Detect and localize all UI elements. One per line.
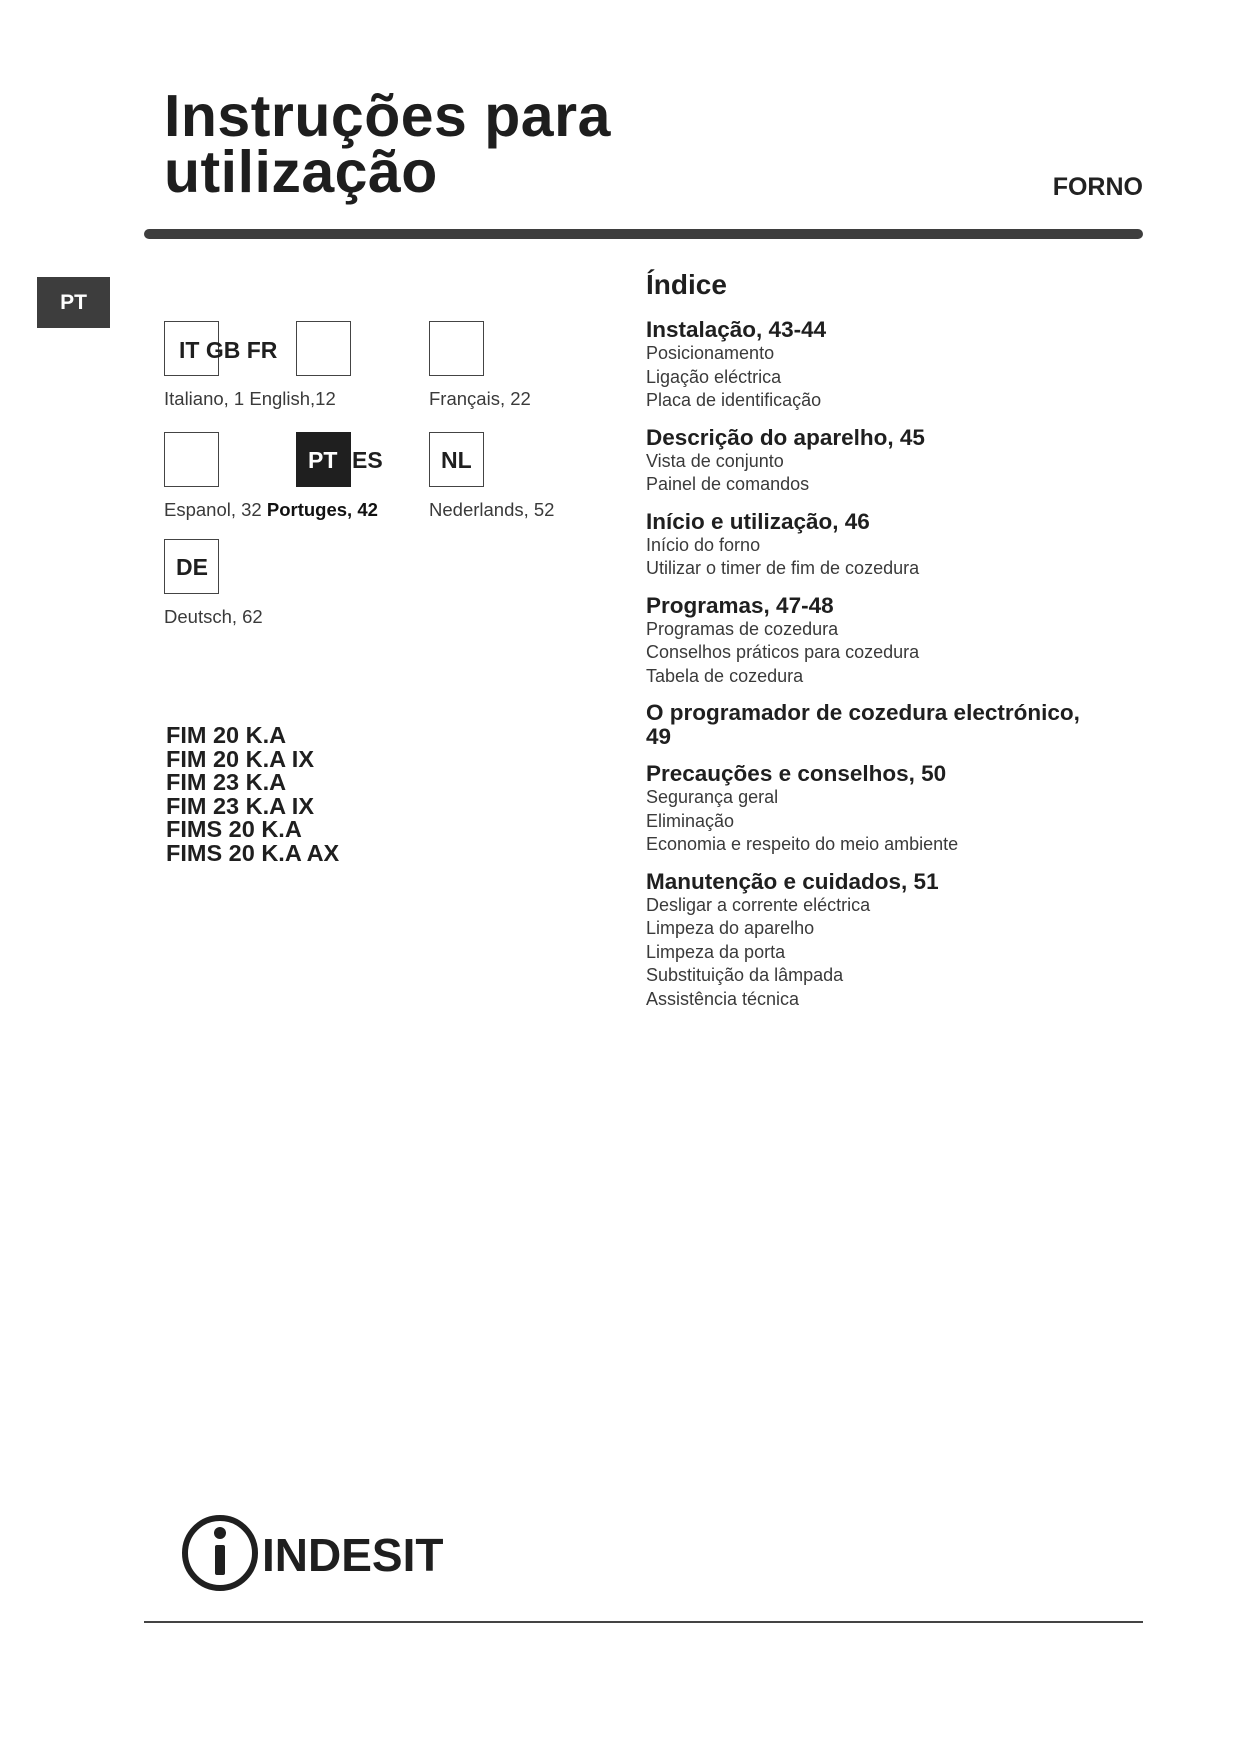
toc-heading: Início e utilização, 46 [646, 508, 870, 534]
logo-wordmark: INDESIT [262, 1529, 444, 1581]
toc-item: Posicionamento [646, 343, 775, 363]
lang-box-es [164, 432, 219, 487]
toc-item: Vista de conjunto [646, 450, 784, 471]
footer-divider [144, 1621, 1143, 1623]
language-label-nl: Nederlands, 52 [429, 499, 555, 520]
toc-item: Eliminação [646, 810, 735, 831]
toc-item: Limpeza do aparelho [646, 918, 815, 938]
document-title [164, 83, 611, 205]
toc-section [646, 870, 1146, 1012]
language-label-fr: Français, 22 [429, 388, 531, 409]
toc-item: Placa de identificação [646, 390, 822, 410]
title-line-1: Instruções para [164, 83, 611, 149]
model-item: FIM 20 K.A [166, 722, 287, 748]
model-item: FIMS 20 K.A AX [166, 839, 340, 866]
toc-heading: O programador de cozedura electrónico, 49 [646, 700, 1080, 749]
language-code-pt: PT [308, 447, 338, 473]
model-item: FIMS 20 K.A [166, 816, 302, 842]
language-code-nl: NL [441, 447, 472, 473]
model-item: FIM 23 K.A IX [166, 792, 314, 819]
toc-item: Assistência técnica [646, 988, 800, 1009]
toc-heading: Precauções e conselhos, 50 [646, 761, 947, 786]
language-codes-row-1: IT GB FR [179, 337, 278, 363]
title-line-2: utilização [164, 139, 438, 205]
header-divider [144, 229, 1143, 239]
toc-item: Substituição da lâmpada [646, 965, 844, 985]
language-label-pt: Portuges, 42 [266, 499, 378, 520]
table-of-contents [646, 318, 1146, 1024]
toc-section [646, 701, 1146, 749]
toc-heading: Descrição do aparelho, 45 [646, 424, 925, 450]
toc-item: Utilizar o timer de fim de cozedura [646, 558, 920, 578]
toc-section [646, 426, 1146, 497]
toc-item: Início do forno [646, 534, 761, 555]
toc-item: Limpeza da porta [646, 941, 786, 962]
toc-item: Economia e respeito do meio ambiente [646, 834, 959, 854]
toc-section [646, 510, 1146, 581]
language-code-de: DE [176, 554, 208, 580]
toc-heading: Instalação, 43-44 [646, 317, 827, 342]
toc-item: Segurança geral [646, 787, 779, 807]
toc-section [646, 762, 1146, 857]
model-item: FIM 23 K.A [166, 769, 287, 795]
toc-item: Programas de cozedura [646, 618, 839, 639]
language-label-de: Deutsch, 62 [164, 606, 263, 627]
model-list [166, 724, 339, 865]
toc-item: Desligar a corrente eléctrica [646, 894, 871, 915]
toc-heading: Programas, 47-48 [646, 592, 834, 618]
toc-item: Tabela de cozedura [646, 665, 804, 686]
toc-heading: Manutenção e cuidados, 51 [646, 868, 939, 894]
indesit-i-icon [185, 1518, 255, 1588]
language-tab: PT [37, 277, 110, 328]
language-labels-row-2 [164, 499, 378, 521]
language-labels-row-1: Italiano, 1 English,12 [164, 388, 336, 409]
toc-section [646, 594, 1146, 689]
toc-title: Índice [646, 269, 727, 300]
toc-item: Ligação eléctrica [646, 366, 782, 387]
toc-section [646, 318, 1146, 413]
indesit-logo [180, 1513, 470, 1593]
model-item: FIM 20 K.A IX [166, 745, 314, 772]
toc-item: Conselhos práticos para cozedura [646, 642, 920, 662]
toc-item: Painel de comandos [646, 474, 810, 494]
language-label-es: Espanol, 32 [164, 499, 262, 520]
lang-box-fr [429, 321, 484, 376]
product-name: FORNO [1052, 173, 1143, 201]
lang-box-gb [296, 321, 351, 376]
language-code-es: ES [352, 447, 383, 473]
